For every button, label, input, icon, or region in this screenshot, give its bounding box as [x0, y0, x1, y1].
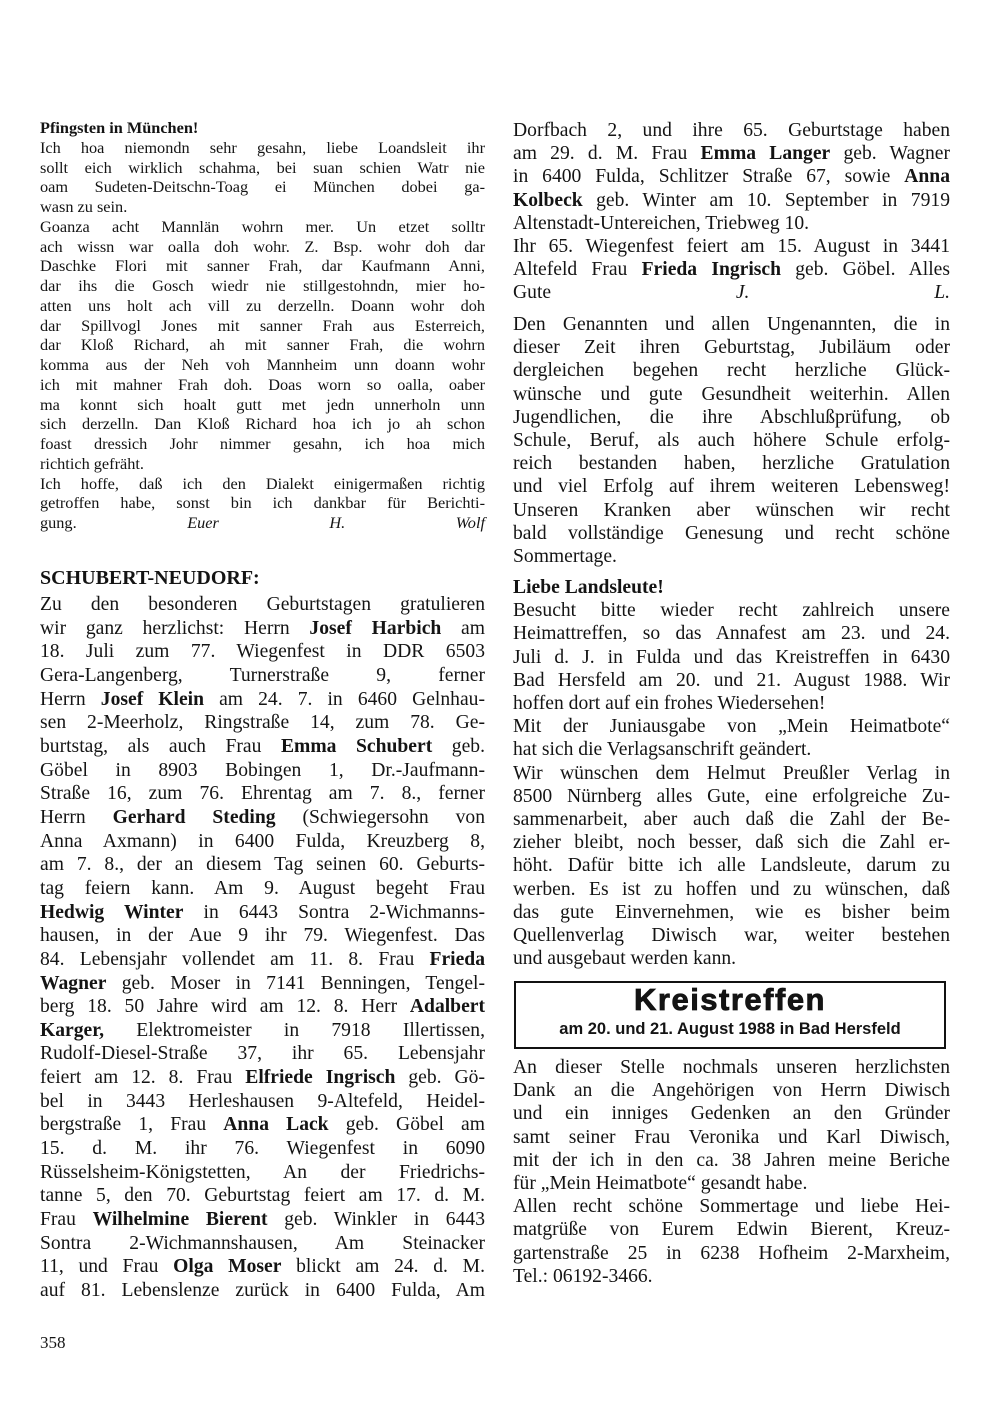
section-heading-schubert-neudorf: SCHUBERT-NEUDORF:: [40, 567, 260, 589]
text-run: Herrn: [40, 806, 113, 828]
text-line: [513, 715, 950, 738]
text-line: [513, 762, 950, 785]
text-run: Herrn: [40, 688, 101, 710]
text-run: bald vollständige Genesung und recht schöne: [513, 522, 950, 544]
text-run: geb. Göbel. Alles: [781, 259, 950, 281]
bold-name: Karger,: [40, 1019, 105, 1041]
paragraph: [513, 313, 950, 568]
text-run: matgrüße von Eurem Edwin Bierent, Kreuz-: [513, 1219, 950, 1241]
announcement-title: Kreistreffen: [634, 982, 826, 1017]
paragraph: [513, 1195, 950, 1288]
text-run: sollt eich wirklich schahma, bei suan schien Watr nie: [40, 157, 485, 177]
text-line: [40, 593, 485, 617]
text-line: [513, 1172, 950, 1195]
text-run: das gute Einvernehmen, wie es bisher beim: [513, 901, 950, 923]
text-run: Elektromeister in 7918 Illertissen,: [104, 1019, 485, 1041]
paragraph: [40, 474, 485, 533]
text-run: Heimattreffen, so das Annafest am 23. und 24.: [513, 623, 950, 645]
text-line: [40, 688, 485, 712]
text-run: Altefeld Frau: [513, 259, 642, 281]
text-line: [40, 434, 485, 454]
text-line: [40, 158, 485, 178]
text-run: oam Sudeten-Deitschn-Toag ei München dobei ga-: [40, 177, 485, 197]
text-run: samt seiner Frau Veronika und Karl Diwisch,: [513, 1126, 950, 1148]
article-pfingsten-in-muenchen: [40, 118, 485, 533]
text-run: Dorfbach 2, und ihre 65. Geburtstage haben: [513, 120, 950, 141]
text-line: [40, 138, 485, 158]
text-line: [40, 640, 485, 664]
text-line: [513, 429, 950, 452]
paragraph: [513, 576, 950, 599]
text-run: reich bestanden haben, herzliche Gratulation: [513, 453, 950, 475]
text-run: Rudolf-Diesel-Straße 37, ihr 65. Lebensjahr: [40, 1043, 485, 1065]
article-birthday-continued: [513, 119, 950, 305]
text-run: Wir wünschen dem Helmut Preußler Verlag in: [513, 762, 950, 784]
text-run: am 7. 8., der an diesem Tag seinen 60. Geburts-: [40, 854, 485, 876]
bold-name: Liebe Landsleute!: [513, 577, 664, 598]
text-run: Quellenverlag Diwisch war, weiter bestehen: [513, 925, 950, 947]
text-line: [40, 1255, 485, 1279]
bold-name: Anna Lack: [223, 1114, 329, 1136]
text-line: [40, 877, 485, 901]
bold-name: Emma Schubert: [280, 735, 433, 757]
text-line: [40, 924, 485, 948]
text-run: Mit der Juniausgabe von „Mein Heimatbote“: [513, 716, 950, 738]
text-run: richtich gefräht.: [40, 453, 144, 473]
text-line: [40, 617, 485, 641]
text-run: wir ganz herzlichst: Herrn: [40, 617, 310, 639]
text-run: (Schwiegersohn von: [275, 806, 485, 828]
text-line: [513, 1102, 950, 1125]
text-run: Frau: [40, 1209, 93, 1231]
text-run: Gute: [513, 282, 552, 304]
text-run: Sontra 2-Wichmannshausen, Am Steinacker: [40, 1232, 485, 1254]
bold-name: Hedwig Winter: [40, 901, 184, 923]
text-run: auf 81. Lebenslenze zurück in 6400 Fulda, Am: [40, 1280, 485, 1302]
text-run: Jugendlichen, die ihre Abschlußprüfung, ob: [513, 406, 950, 428]
text-run: 84. Lebensjahr vollendet am 11. 8. Frau: [40, 948, 430, 970]
text-line: [513, 1218, 950, 1241]
text-run: in 6400 Fulda, Schlitzer Straße 67, sowie: [513, 166, 905, 188]
author-signature: Euer H. Wolf: [187, 513, 485, 532]
text-run: Anna Axmann) in 6400 Fulda, Kreuzberg 8,: [40, 830, 485, 852]
text-line: [513, 1079, 950, 1102]
text-line: [513, 119, 950, 142]
text-line: [40, 493, 485, 513]
text-run: atten uns holt ach vill zu derzelln. Doann wohr doh: [40, 295, 485, 315]
text-line: [513, 406, 950, 429]
text-run: 11, und Frau: [40, 1256, 174, 1278]
text-line: [40, 217, 485, 237]
text-run: feiert am 12. 8. Frau: [40, 1067, 246, 1089]
text-line: [40, 395, 485, 415]
text-run: gartenstraße 25 in 6238 Hofheim 2-Marxheim,: [513, 1242, 950, 1264]
text-run: blickt am 24. d. M.: [281, 1256, 485, 1278]
text-line: [513, 235, 950, 258]
text-run: am: [441, 617, 485, 639]
text-line: [513, 1056, 950, 1079]
text-line: [40, 735, 485, 759]
text-run: und viel Erfolg auf ihrem weiteren Lebensweg!: [513, 476, 950, 498]
text-run: ich mit mahner Frah doh. Doas worn so oalla, oaber: [40, 374, 485, 394]
text-line: [513, 576, 950, 599]
text-run: burtstag, als auch Frau: [40, 735, 281, 757]
text-line: [40, 355, 485, 375]
text-line: [40, 853, 485, 877]
paragraph: [513, 762, 950, 971]
text-line: [40, 276, 485, 296]
text-run: Gera-Langenberg, Turnerstraße 9, ferner: [40, 664, 485, 686]
text-run: bel in 3443 Herleshausen 9-Altefeld, Heidel-: [40, 1090, 485, 1112]
page-number: 358: [40, 1333, 66, 1352]
text-line: [40, 972, 485, 996]
text-line: [513, 281, 950, 304]
text-line: [513, 808, 950, 831]
paragraph: [513, 119, 950, 235]
text-run: Ich hoffe, daß ich den Dialekt einigermaßen richtig: [40, 473, 485, 493]
text-run: in 6443 Sontra 2-Wichmanns-: [183, 901, 485, 923]
text-line: [513, 359, 950, 382]
text-run: geb. Göbel am: [328, 1114, 485, 1136]
text-run: komma aus der Neh voh Mannheim unn doann wohr: [40, 355, 485, 374]
text-run: Allen recht schöne Sommertage und liebe Hei-: [513, 1196, 950, 1218]
text-line: [513, 738, 950, 761]
text-line: [513, 901, 950, 924]
bold-name: Emma Langer: [700, 143, 831, 165]
text-run: Daschke Flori mit sanner Frah, dar Kaufmann Anni,: [40, 256, 485, 276]
text-line: [40, 1019, 485, 1043]
text-line: [513, 189, 950, 212]
paragraph: [40, 118, 485, 138]
bold-name: Adalbert: [409, 996, 485, 1018]
text-line: [40, 664, 485, 688]
text-run: geb. Winkler in 6443: [267, 1209, 485, 1231]
author-signature: J. L.: [735, 282, 950, 304]
announcement-subtitle: am 20. und 21. August 1988 in Bad Hersfeld: [559, 1020, 901, 1038]
text-line: [513, 669, 950, 692]
text-run: Schule, Beruf, als auch höhere Schule erfolg-: [513, 430, 950, 452]
text-run: Ihr 65. Wiegenfest feiert am 15. August in 3441: [513, 236, 950, 258]
text-line: [513, 499, 950, 522]
text-line: [513, 785, 950, 808]
text-run: am 29. d. M. Frau: [513, 143, 701, 165]
text-line: [40, 1090, 485, 1114]
text-line: [513, 142, 950, 165]
text-run: dar Spillvogl Jones mit sanner Frah aus Esterreich,: [40, 315, 485, 335]
text-line: [513, 878, 950, 901]
text-line: [40, 782, 485, 806]
text-run: und ausgebaut werden kann.: [513, 948, 737, 970]
text-line: [40, 237, 485, 257]
text-run: Besucht bitte wieder recht zahlreich unsere: [513, 600, 950, 622]
text-run: Göbel in 8903 Bobingen 1, Dr.-Jaufmann-: [40, 759, 485, 781]
text-run: berg 18. 50 Jahre wird am 12. 8. Herr: [40, 996, 410, 1018]
text-run: wasn zu sein.: [40, 197, 128, 216]
bold-name: Josef Harbich: [309, 617, 442, 639]
text-run: tag feiern kann. Am 9. August begeht Frau: [40, 877, 485, 899]
text-line: [513, 212, 950, 235]
text-line: [513, 522, 950, 545]
text-line: [40, 1066, 485, 1090]
text-run: Juli d. J. in Fulda und das Kreistreffen in 6430: [513, 646, 950, 668]
text-line: [40, 1137, 485, 1161]
text-line: [40, 177, 485, 197]
text-run: und ein inniges Gedenken an den Gründer: [513, 1103, 950, 1125]
text-line: [40, 1184, 485, 1208]
text-run: mit der ich in den ca. 38 Jahren meine Beriche: [513, 1149, 950, 1171]
text-line: [513, 646, 950, 669]
text-run: Altenstadt-Untereichen, Triebweg 10.: [513, 212, 810, 234]
paragraph: [40, 138, 485, 217]
bold-name: Gerhard Steding: [112, 806, 276, 828]
article-congratulations: [513, 313, 950, 568]
text-run: geb. Moser in 7141 Benningen, Tengel-: [106, 972, 485, 994]
article-liebe-landsleute: [513, 576, 950, 970]
bold-name: Anna: [904, 166, 950, 188]
article-closing-thanks: [513, 1056, 950, 1288]
text-run: sen 2-Meerholz, Ringstraße 14, zum 78. Ge-: [40, 712, 485, 734]
text-run: wünsche und gute Gesundheit weiterhin. Allen: [513, 383, 950, 405]
text-run: ach wissn war oalla doh wohr. Z. Bsp. wohr doh dar: [40, 236, 485, 256]
text-run: dergleichen begehen recht herzliche Glück-: [513, 360, 950, 382]
text-run: dar ihs die Gosch wiedr nie stillgestohndn, mier ho-: [40, 276, 485, 295]
text-run: 8500 Nürnberg alles Gute, eine erfolgreiche Zu-: [513, 785, 950, 807]
text-run: Sommertage.: [513, 546, 617, 568]
text-line: [40, 335, 485, 355]
text-line: [40, 948, 485, 972]
text-run: Goanza acht Mannlän wohrn mer. Un etzet solltr: [40, 216, 485, 236]
text-line: [40, 806, 485, 830]
paragraph: [513, 235, 950, 305]
article-birthday-greetings: [40, 593, 485, 1303]
text-run: Rüsselsheim-Königstetten, An der Friedrichs-: [40, 1161, 485, 1183]
text-line: [513, 599, 950, 622]
text-line: [40, 901, 485, 925]
bold-name: Josef Klein: [100, 688, 205, 710]
text-run: hausen, in der Aue 9 ihr 79. Wiegenfest. Das: [40, 925, 485, 947]
text-line: [513, 692, 950, 715]
text-line: [40, 830, 485, 854]
text-line: [513, 313, 950, 336]
text-run: höht. Dafür bitte ich alle Landsleute, darum zu: [513, 855, 950, 877]
text-line: [40, 711, 485, 735]
bold-name: Frieda: [429, 948, 485, 970]
text-line: [513, 545, 950, 568]
text-run: foast dressich Johr nimmer gesahn, ich hoa mich: [40, 434, 485, 453]
text-line: [513, 831, 950, 854]
text-run: tanne 5, den 70. Geburtstag feiert am 17. d. M.: [40, 1185, 485, 1207]
bold-name: Kolbeck: [513, 189, 583, 211]
text-line: [513, 924, 950, 947]
text-line: [40, 759, 485, 783]
paragraph: [40, 593, 485, 1303]
text-line: [40, 1161, 485, 1185]
text-line: [40, 474, 485, 494]
text-line: [513, 383, 950, 406]
text-line: [40, 1279, 485, 1303]
text-line: [40, 454, 485, 474]
text-run: An dieser Stelle nochmals unseren herzlichsten: [513, 1057, 950, 1078]
text-run: Straße 16, zum 76. Ehrentag am 7. 8., ferner: [40, 783, 485, 805]
text-run: dieser Zeit ihren Geburtstag, Jubiläum oder: [513, 337, 950, 359]
text-run: geb. Wagner: [830, 143, 950, 165]
text-line: [40, 197, 485, 217]
text-line: [40, 414, 485, 434]
bold-name: Elfriede Ingrisch: [245, 1067, 396, 1089]
text-run: gung.: [40, 513, 77, 532]
text-line: [40, 296, 485, 316]
text-line: [513, 1126, 950, 1149]
text-run: Den Genannten und allen Ungenannten, die in: [513, 314, 950, 335]
paragraph: [513, 715, 950, 761]
paragraph: [40, 217, 485, 474]
bold-name: Frieda Ingrisch: [641, 259, 782, 281]
paragraph: [513, 599, 950, 715]
text-run: ma konnt sich hoalt gutt met jedn unnerholn unn: [40, 394, 485, 414]
text-line: [513, 1195, 950, 1218]
text-line: [40, 256, 485, 276]
paragraph: [513, 1056, 950, 1195]
text-line: [513, 1265, 950, 1288]
bold-name: Wagner: [40, 972, 107, 994]
text-line: [40, 375, 485, 395]
text-line: [513, 854, 950, 877]
text-line: [513, 475, 950, 498]
text-run: geb.: [432, 735, 485, 757]
text-line: [40, 1208, 485, 1232]
text-run: geb. Winter am 10. September in 7919: [582, 189, 950, 211]
text-run: Unseren Kranken aber wünschen wir recht: [513, 499, 950, 521]
bold-name: Wilhelmine Bierent: [92, 1209, 268, 1231]
text-run: Ich hoa niemondn sehr gesahn, liebe Loandsleit ihr: [40, 137, 485, 157]
text-run: sich derzelln. Dan Kloß Richard hoa ich jo ah schon: [40, 414, 485, 434]
text-line: [513, 1149, 950, 1172]
text-line: [513, 1242, 950, 1265]
text-line: [40, 1113, 485, 1137]
text-run: dar Kloß Richard, ah mit sanner Frah, die wohrn: [40, 335, 485, 355]
text-run: für „Mein Heimatbote“ gesandt habe.: [513, 1173, 808, 1195]
text-line: [40, 316, 485, 336]
text-run: sammenarbeit, aber auch daß die Zahl der Be-: [513, 809, 950, 831]
text-run: getroffen habe, sonst bin ich dankbar für Berichti-: [40, 493, 485, 513]
text-line: [513, 336, 950, 359]
text-run: zieher bleibt, noch besser, daß sich die Zahl er-: [513, 832, 950, 854]
text-run: werben. Es ist zu hoffen und zu wünschen, daß: [513, 878, 950, 900]
text-line: [513, 165, 950, 188]
bold-name: Olga Moser: [173, 1256, 282, 1278]
announcement-box-kreistreffen: [514, 981, 946, 1049]
text-run: bergstraße 1, Frau: [40, 1114, 224, 1136]
text-line: [513, 258, 950, 281]
text-run: Zu den besonderen Geburtstagen gratulieren: [40, 594, 485, 615]
text-line: [40, 1042, 485, 1066]
text-run: hat sich die Verlagsanschrift geändert.: [513, 739, 812, 761]
text-run: am 24. 7. in 6460 Gelnhau-: [204, 688, 485, 710]
text-run: hoffen dort auf ein frohes Wiedersehen!: [513, 693, 826, 715]
text-run: 18. Juli zum 77. Wiegenfest in DDR 6503: [40, 641, 485, 663]
text-line: [513, 947, 950, 970]
text-run: Dank an die Angehörigen von Herrn Diwisch: [513, 1080, 950, 1102]
text-line: [513, 452, 950, 475]
bold-name: Pfingsten in München!: [40, 118, 199, 137]
text-line: [513, 622, 950, 645]
text-run: 15. d. M. ihr 76. Wiegenfest in 6090: [40, 1138, 485, 1160]
text-line: [40, 513, 485, 533]
text-line: [40, 1232, 485, 1256]
text-run: Bad Hersfeld am 20. und 21. August 1988. Wir: [513, 669, 950, 691]
text-line: [40, 118, 485, 138]
text-line: [40, 995, 485, 1019]
text-run: Tel.: 06192-3466.: [513, 1265, 653, 1287]
text-run: geb. Gö-: [395, 1067, 485, 1089]
